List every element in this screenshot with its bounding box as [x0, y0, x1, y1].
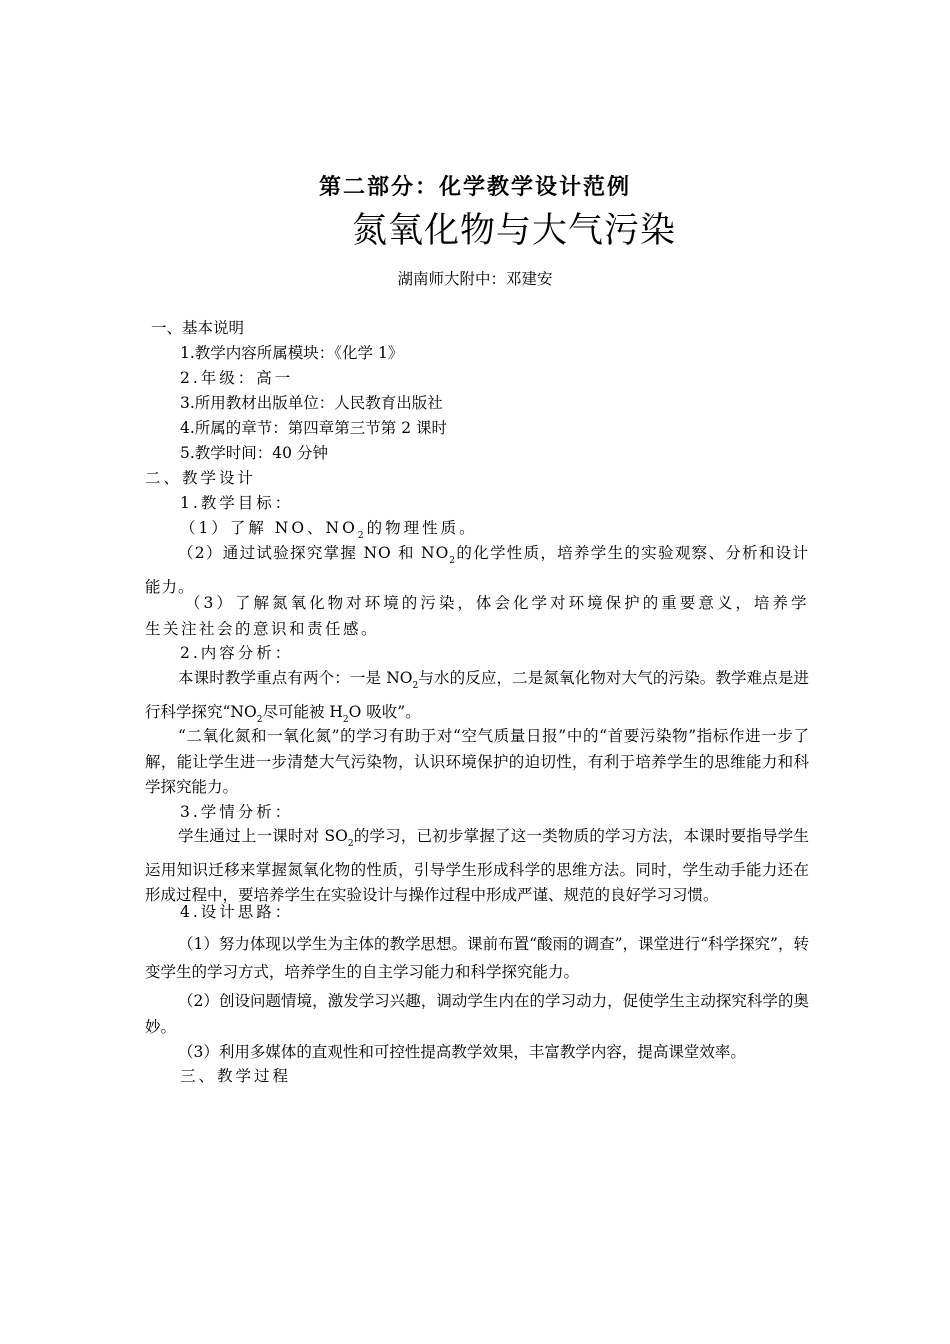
- subscript: 2: [449, 556, 457, 566]
- goal-1-prefix: （1）了解 NO、NO: [180, 519, 358, 537]
- section1-item-1: 1.教学内容所属模块：《化学 1》: [180, 344, 404, 362]
- students-p-b: 的学习，已初步掌握了这一类物质的学习方法，本课时要指导学生运用知识迁移来掌握氮氧化物的性质，引导学生形成科学的思维方法。同时，学生动手能力还在形成过程中，要培养学生在实验设计与操作过程中形成严谨、规范的良好学习习惯。: [145, 827, 809, 904]
- content-p1-b: 与水的反应，二是氮氧化物对大气的污染。教学难点是进行科学探究“NO: [145, 669, 809, 721]
- content-paragraph-1: [145, 666, 809, 733]
- section3-heading: 三、教学过程: [180, 1067, 292, 1085]
- goal-2-suffix: 的化学性质，培养学生的实验观察、分析和设计能力。: [145, 544, 809, 596]
- goal-2-prefix: （2）通过试验探究掌握 NO 和 NO: [178, 544, 450, 562]
- section2-heading: 二、教学设计: [145, 469, 257, 487]
- idea-3: （3）利用多媒体的直观性和可控性提高教学效果，丰富教学内容，提高课堂效率。: [178, 1043, 746, 1061]
- content-p1-c: 尽可能被 H: [262, 702, 343, 721]
- goal-3: （3）了解氮氧化物对环境的污染，体会化学对环境保护的重要意义，培养学生关注社会的意识和责任感。: [145, 594, 809, 638]
- subscript: 2: [357, 531, 367, 541]
- content-heading: 2.内容分析：: [180, 644, 294, 662]
- goal-1-suffix: 的物理性质。: [366, 519, 478, 537]
- section1-item-5: 5.教学时间：40 分钟: [180, 444, 328, 462]
- main-title: 氮氧化物与大气污染: [352, 211, 677, 251]
- idea-2: （2）创设问题情境，激发学习兴趣，调动学生内在的学习动力，促使学生主动探究科学的奥妙。: [145, 992, 809, 1036]
- subscript: 2: [347, 839, 354, 849]
- author-line: 湖南师大附中：邓建安: [397, 270, 553, 288]
- subscript: 2: [342, 714, 349, 725]
- section1-item-4: 4.所属的章节：第四章第三节第 2 课时: [180, 419, 448, 437]
- content-p1-d: O 吸收”。: [348, 702, 421, 721]
- part-title: 第二部分：化学教学设计范例: [318, 175, 631, 200]
- students-p-a: 学生通过上一课时对 SO: [178, 827, 348, 845]
- ideas-heading: 4.设计思路：: [180, 903, 294, 921]
- section1-item-2: 2.年级：高一: [180, 369, 294, 387]
- section1-item-3: 3.所用教材出版单位：人民教育出版社: [180, 394, 443, 412]
- content-p1-a: 本课时教学重点有两个：一是 NO: [178, 669, 413, 687]
- section1-heading: 一、基本说明: [151, 319, 245, 337]
- content-paragraph-2: “二氧化氮和一氧化氮”的学习有助于对“空气质量日报”中的“首要污染物”指标作进一步了解，能让学生进一步清楚大气污染物，认识环境保护的迫切性，有利于培养学生的思维能力和科学探究能力。: [145, 727, 809, 796]
- students-heading: 3.学情分析：: [180, 803, 294, 821]
- idea-1: （1）努力体现以学生为主体的教学思想。课前布置“酸雨的调查”，课堂进行“科学探究”，转变学生的学习方式，培养学生的自主学习能力和科学探究能力。: [145, 935, 809, 981]
- students-paragraph: [145, 824, 809, 909]
- goals-heading: 1.教学目标：: [180, 494, 294, 512]
- subscript: 2: [256, 714, 263, 725]
- subscript: 2: [412, 681, 419, 691]
